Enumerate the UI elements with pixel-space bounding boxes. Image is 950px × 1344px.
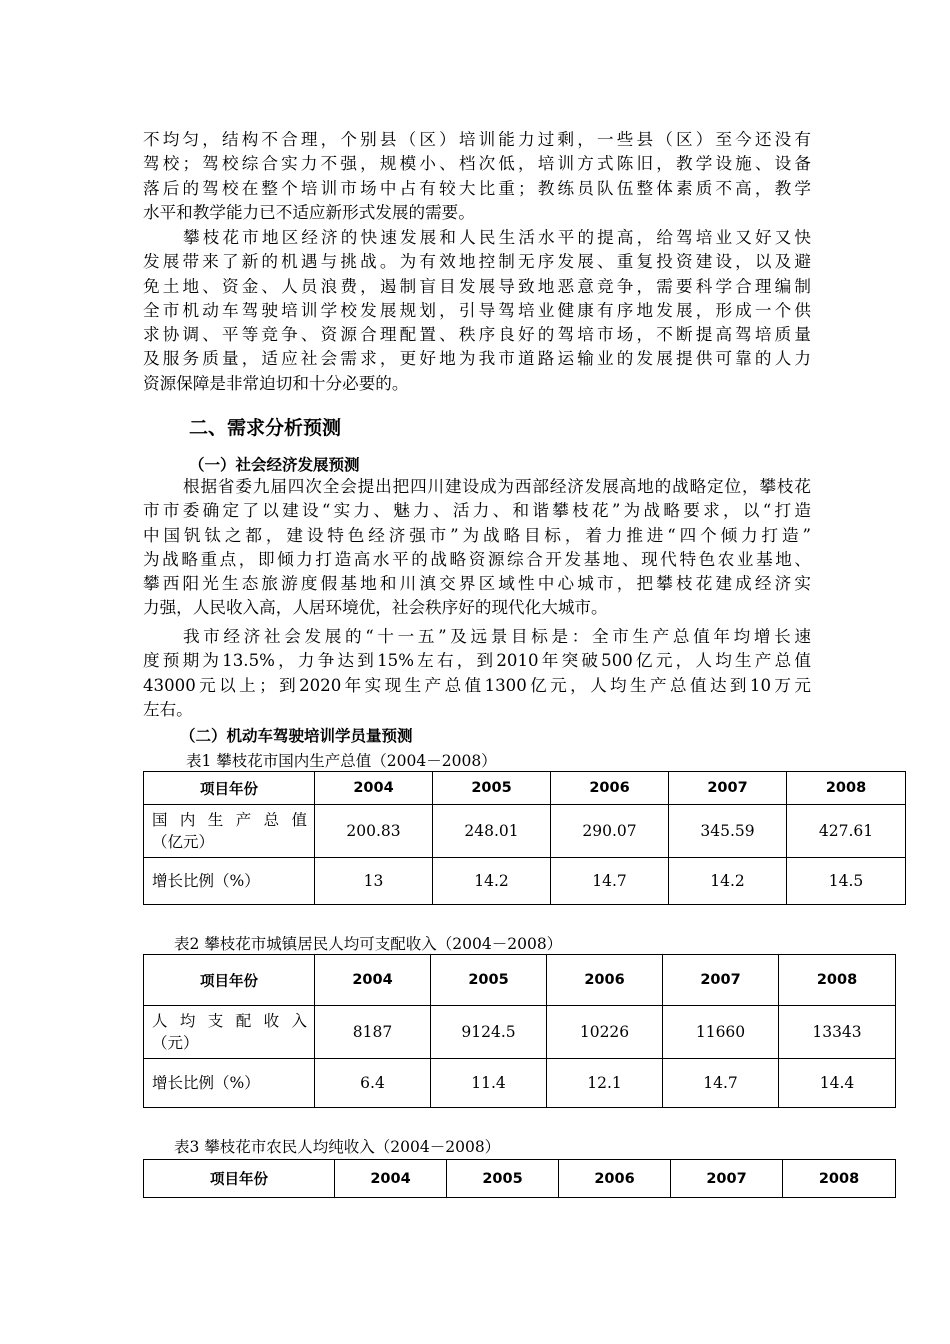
text-line: 根据省委九届四次全会提出把四川建设成为西部经济发展高地的战略定位，攀枝花 [183, 477, 811, 496]
year-cell: 2006 [551, 772, 669, 805]
value-cell: 14.7 [551, 858, 669, 905]
value-cell: 345.59 [669, 805, 787, 858]
subsection-heading: （一）社会经济发展预测 [189, 456, 360, 474]
year-cell: 2005 [447, 1160, 559, 1198]
row-label: 增长比例（%） [144, 1059, 315, 1108]
table-row [144, 805, 906, 858]
table-caption: 表3 攀枝花市农民人均纯收入（2004－2008） [174, 1138, 501, 1156]
value-cell: 8187 [315, 1006, 431, 1059]
section-heading: 二、需求分析预测 [189, 417, 342, 439]
row-label: 增长比例（%） [144, 858, 315, 905]
development-paragraph [143, 226, 811, 396]
value-cell: 10226 [547, 1006, 663, 1059]
text-line: 市市委确定了以建设“实力、魅力、活力、和谐攀枝花”为战略要求，以“打造 [143, 501, 811, 521]
value-cell: 14.2 [433, 858, 551, 905]
value-cell: 13343 [779, 1006, 896, 1059]
table-caption: 表2 攀枝花市城镇居民人均可支配收入（2004－2008） [174, 935, 563, 953]
year-cell: 2004 [315, 772, 433, 805]
text-line: 力强，人民收入高，人居环境优，社会秩序好的现代化大城市。 [143, 598, 608, 618]
text-line: 攀枝花市地区经济的快速发展和人民生活水平的提高，给驾培业又好又快 [183, 228, 811, 247]
economy-paragraph [143, 475, 811, 621]
row-label [144, 805, 315, 858]
text-line: 攀西阳光生态旅游度假基地和川滇交界区域性中心城市，把攀枝花建成经济实 [143, 574, 811, 594]
value-cell: 9124.5 [431, 1006, 547, 1059]
table-header-row [144, 1160, 896, 1198]
row-label-line: （亿元） [152, 833, 215, 851]
header-cell: 项目年份 [144, 772, 315, 805]
value-cell: 13 [315, 858, 433, 905]
text-line: 不均匀，结构不合理，个别县（区）培训能力过剩，一些县（区）至今还没有 [143, 130, 811, 149]
text-line: 免土地、资金、人员浪费，遏制盲目发展导致地恶意竞争，需要科学合理编制 [143, 276, 811, 296]
subsection-heading: （二）机动车驾驶培训学员量预测 [180, 727, 413, 745]
value-cell: 14.2 [669, 858, 787, 905]
year-cell: 2007 [671, 1160, 783, 1198]
text-line: 落后的驾校在整个培训市场中占有较大比重；教练员队伍整体素质不高，教学 [143, 178, 811, 198]
farmer-income-table [143, 1159, 896, 1198]
text-line: 为战略重点，即倾力打造高水平的战略资源综合开发基地、现代特色农业基地、 [143, 549, 811, 569]
value-cell: 248.01 [433, 805, 551, 858]
row-label-line: 人均支配收入 [152, 1012, 308, 1030]
value-cell: 427.61 [787, 805, 906, 858]
value-cell: 200.83 [315, 805, 433, 858]
year-cell: 2007 [669, 772, 787, 805]
value-cell: 6.4 [315, 1059, 431, 1108]
table-row [144, 1059, 896, 1108]
year-cell: 2005 [433, 772, 551, 805]
income-table [143, 954, 896, 1108]
text-line: 我市经济社会发展的“十一五”及远景目标是：全市生产总值年均增长速 [183, 627, 811, 646]
header-cell: 项目年份 [144, 955, 315, 1006]
text-line: 资源保障是非常迫切和十分必要的。 [143, 373, 409, 393]
row-label-line: （元） [152, 1034, 199, 1052]
text-line: 及服务质量，适应社会需求，更好地为我市道路运输业的发展提供可靠的人力 [143, 349, 811, 369]
row-label [144, 1006, 315, 1059]
year-cell: 2007 [663, 955, 779, 1006]
value-cell: 14.5 [787, 858, 906, 905]
value-cell: 12.1 [547, 1059, 663, 1108]
text-line: 度预期为13.5%，力争达到15%左右，到2010年突破500亿元，人均生产总值 [143, 651, 811, 671]
value-cell: 14.4 [779, 1059, 896, 1108]
value-cell: 14.7 [663, 1059, 779, 1108]
text-line: 左右。 [143, 699, 193, 719]
year-cell: 2008 [787, 772, 906, 805]
table-row [144, 1006, 896, 1059]
year-cell: 2004 [315, 955, 431, 1006]
text-line: 全市机动车驾驶培训学校发展规划，引导驾培业健康有序地发展，形成一个供 [143, 300, 811, 320]
header-cell: 项目年份 [144, 1160, 335, 1198]
year-cell: 2005 [431, 955, 547, 1006]
text-line: 中国钒钛之都，建设特色经济强市”为战略目标，着力推进“四个倾力打造” [143, 525, 811, 545]
table-header-row [144, 955, 896, 1006]
table-caption: 表1 攀枝花市国内生产总值（2004－2008） [186, 752, 497, 770]
table-header-row [144, 772, 906, 805]
text-line: 驾校；驾校综合实力不强，规模小、档次低，培训方式陈旧，教学设施、设备 [143, 154, 811, 174]
value-cell: 11.4 [431, 1059, 547, 1108]
year-cell: 2008 [783, 1160, 896, 1198]
text-line: 求协调、平等竞争、资源合理配置、秩序良好的驾培市场，不断提高驾培质量 [143, 325, 811, 345]
year-cell: 2006 [559, 1160, 671, 1198]
year-cell: 2006 [547, 955, 663, 1006]
text-line: 水平和教学能力已不适应新形式发展的需要。 [143, 202, 475, 222]
gdp-table [143, 771, 906, 905]
table-row [144, 858, 906, 905]
row-label-line: 国内生产总值 [152, 811, 308, 829]
value-cell: 11660 [663, 1006, 779, 1059]
year-cell: 2008 [779, 955, 896, 1006]
year-cell: 2004 [335, 1160, 447, 1198]
text-line: 43000元以上；到2020年实现生产总值1300亿元，人均生产总值达到10万元 [143, 675, 811, 695]
targets-paragraph [143, 625, 811, 722]
text-line: 发展带来了新的机遇与挑战。为有效地控制无序发展、重复投资建设，以及避 [143, 252, 811, 272]
value-cell: 290.07 [551, 805, 669, 858]
intro-paragraph [143, 128, 811, 225]
